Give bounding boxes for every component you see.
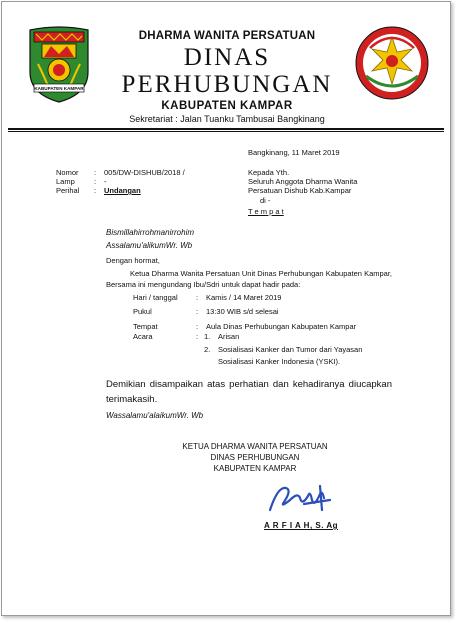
detail-sep: : xyxy=(196,322,199,331)
closing-paragraph: Demikian disampaikan atas perhatian dan kehadiranya diucapkan terimakasih. xyxy=(106,379,392,405)
body-paragraph: Ketua Dharma Wanita Persatuan Unit Dinas Perhubungan Kabupaten Kampar, Bersama ini mengundang Ibu/Sdri untuk dapat hadir pada: xyxy=(106,269,392,289)
detail-sep: : xyxy=(196,293,199,302)
agency-name-line1: DINAS xyxy=(183,44,271,71)
detail-label-agenda: Acara xyxy=(133,332,153,341)
closing-salam: Wassalamu'alaikumWr. Wb xyxy=(106,411,204,420)
detail-label-venue: Tempat xyxy=(133,322,158,331)
agenda-item-number: 1. xyxy=(204,332,211,341)
left-logo-caption: KABUPATEN KAMPAR xyxy=(34,86,84,91)
agency-name-line2: PERHUBUNGAN xyxy=(121,71,333,98)
letter-page xyxy=(1,1,451,616)
addressee-line: Seluruh Anggota Dharma Wanita xyxy=(248,177,358,186)
meta-sep: : xyxy=(94,186,97,195)
greeting: Dengan hormat, xyxy=(106,256,160,265)
signatory-title-line2: DINAS PERHUBUNGAN xyxy=(210,453,300,462)
agenda-item-number: 2. xyxy=(204,345,211,354)
detail-value-date: Kamis / 14 Maret 2019 xyxy=(206,293,282,302)
agenda-item-text: Arisan xyxy=(218,332,240,341)
opening-salam: Assalamu'alikumWr. Wb xyxy=(106,241,193,250)
meta-label-subject: Perihal xyxy=(56,186,80,195)
detail-value-venue: Aula Dinas Perhubungan Kabupaten Kampar xyxy=(206,322,357,331)
meta-sep: : xyxy=(94,168,97,177)
agenda-item-text: Sosialisasi Kanker dan Tumor dari Yayasan xyxy=(218,345,363,354)
meta-label-attachment: Lamp xyxy=(56,177,75,186)
agenda-item-text-continued: Sosialisasi Kanker Indonesia (YSKI). xyxy=(218,357,341,366)
signatory-title-line1: KETUA DHARMA WANITA PERSATUAN xyxy=(182,442,328,451)
header-divider-thin xyxy=(8,131,444,132)
secretariat-address: Sekretariat : Jalan Tuanku Tambusai Bangkinang xyxy=(129,114,325,124)
meta-sep: : xyxy=(94,177,97,186)
meta-label-number: Nomor xyxy=(56,168,79,177)
regency-name: KABUPATEN KAMPAR xyxy=(161,100,293,112)
detail-sep: : xyxy=(196,332,199,341)
signatory-title-line3: KABUPATEN KAMPAR xyxy=(213,464,297,473)
addressee-line: Persatuan Dishub Kab.Kampar xyxy=(248,186,352,195)
addressee-line: Kepada Yth. xyxy=(248,168,290,177)
signatory-name: A R F I A H, S. Ag xyxy=(264,521,339,530)
addressee-place: T e m p a t xyxy=(248,207,284,216)
handwritten-signature-icon xyxy=(264,480,336,516)
detail-sep: : xyxy=(196,307,199,316)
detail-value-time: 13:30 WIB s/d selesai xyxy=(206,307,279,316)
header-divider xyxy=(8,128,444,130)
addressee-line: di - xyxy=(260,196,271,205)
detail-label-date: Hari / tanggal xyxy=(133,293,178,302)
meta-value-attachment: - xyxy=(104,177,107,186)
organization-name: DHARMA WANITA PERSATUAN xyxy=(138,30,316,42)
opening-basmala: Bismillahirrohmanirrohim xyxy=(106,228,195,237)
meta-value-subject: Undangan xyxy=(104,186,141,195)
letter-date: Bangkinang, 11 Maret 2019 xyxy=(248,148,340,157)
detail-label-time: Pukul xyxy=(133,307,152,316)
meta-value-number: 005/DW-DISHUB/2018 / xyxy=(104,168,185,177)
